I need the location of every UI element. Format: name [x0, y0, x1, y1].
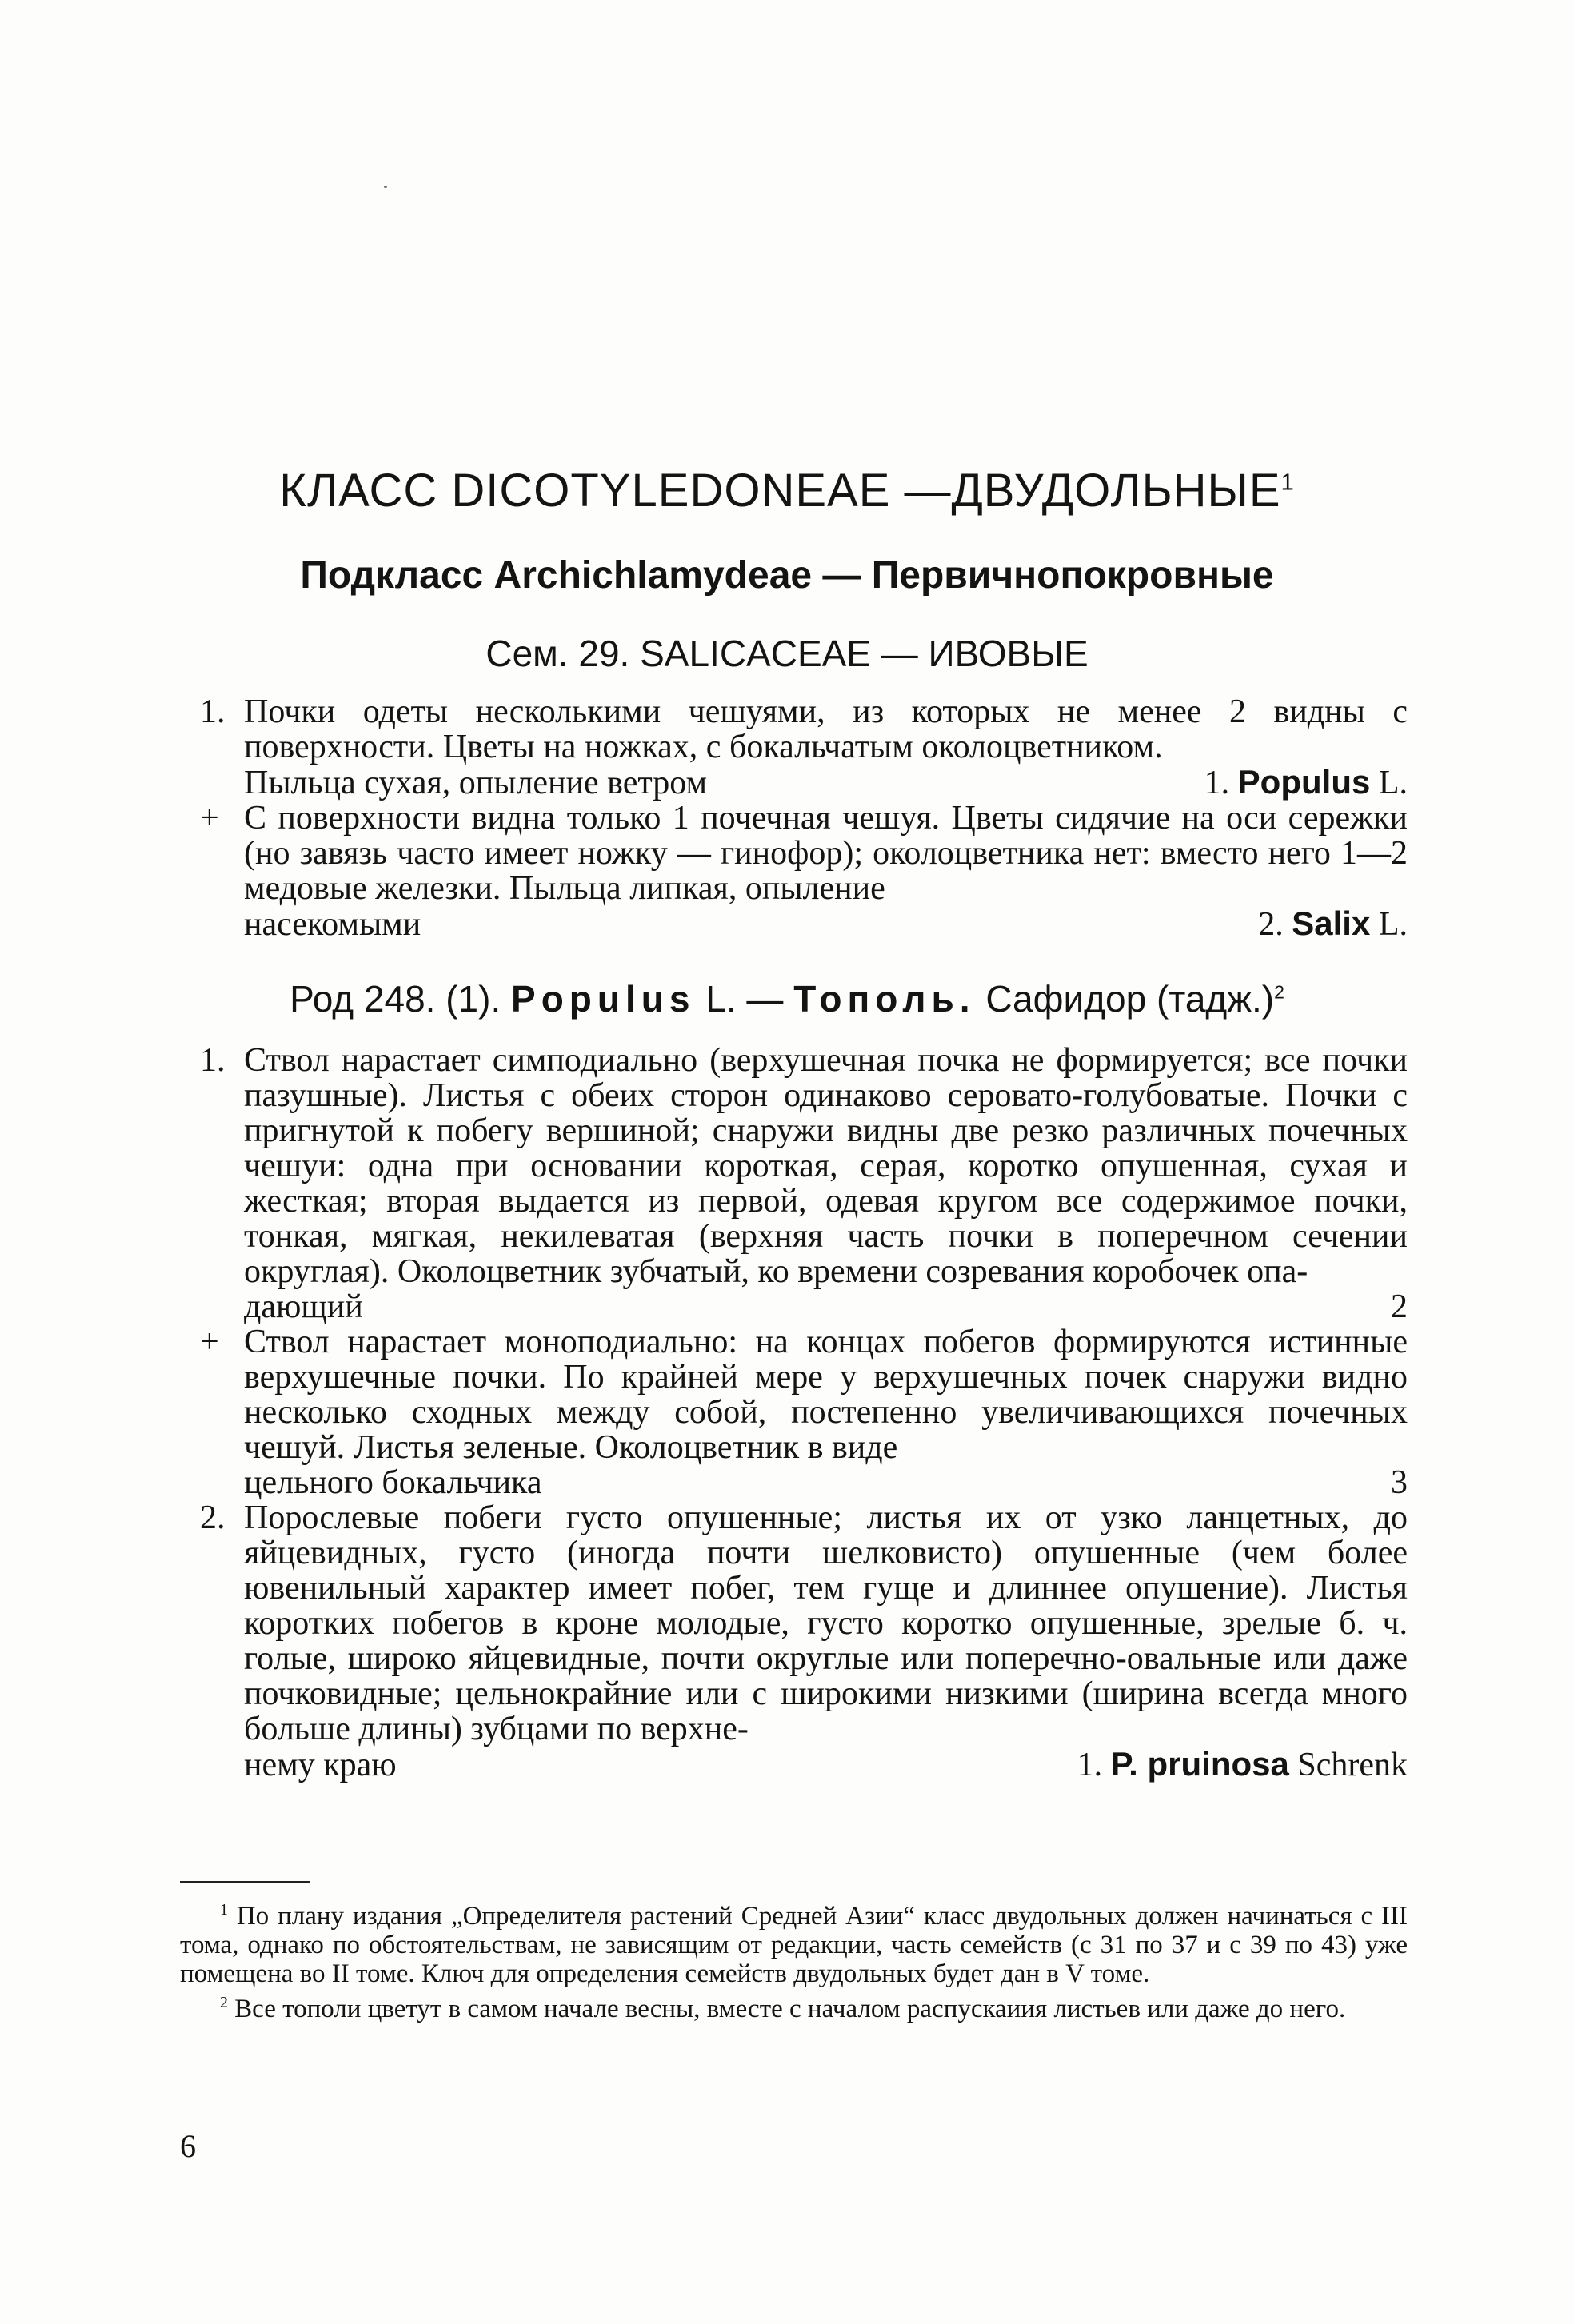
- couplet-target[interactable]: [1391, 1289, 1408, 1324]
- couplet-marker: 1.: [200, 1042, 226, 1079]
- target-number: 1.: [1204, 765, 1230, 801]
- footnote-text: По плану издания „Определителя растений Средней Азии“ класс двудольных должен начинаться с III тома, однако по обстоятельствам, не зависящим от редакции, часть семейств (с 31 по 37 и с 39 по 43) уже помещена во II томе. Ключ для определения семейств двудольных будет дан в V томе.: [180, 1902, 1408, 1988]
- couplet-target[interactable]: [1391, 1465, 1408, 1500]
- key-couplet: [200, 694, 1408, 801]
- target-number: 2.: [1258, 906, 1284, 943]
- family-heading: Сем. 29. SALICACEAE — ИВОВЫЕ: [485, 633, 1089, 674]
- target-author: L.: [1378, 765, 1408, 801]
- couplet-last-line: нему краю: [244, 1747, 397, 1783]
- couplet-text: Порослевые побеги густо опушенные; листья их от узко ланцетных, до яйцевидных, густо (иногда почти шелковисто) опушенные (чем более ювенильный характер имеет побег, тем гуще и длиннее опушение). Листья коротких побегов в кроне молодые, густо коротко опушенные, зрелые б. ч. голые, широко яйцевидные, почти округлые или поперечно-овальные или даже почковидные; цельнокрайние или с широкими низкими (ширина всегда много больше длины) зубцами по верхне-: [244, 1499, 1408, 1747]
- couplet-text: Ствол нарастает моноподиально: на концах побегов формируются истинные верхушечные почки. По крайней мере у верхушечных почек снаружи видно несколько сходных между собой, постепенно увеличивающихся почечных чешуй. Листья зеленые. Околоцветник в виде: [244, 1324, 1408, 1466]
- subclass-heading: Подкласс Archichlamydeae — Первичнопокровные: [300, 554, 1274, 597]
- couplet-end-line: [244, 1289, 1408, 1324]
- couplet-text: Почки одеты несколькими чешуями, из которых не менее 2 видны с поверхности. Цветы на ножках, с бокальчатым околоцветником.: [244, 693, 1408, 765]
- couplet-end-line: [244, 1747, 1408, 1783]
- genus-local-name: Сафидор (тадж.): [985, 978, 1275, 1020]
- genus-key: [200, 1043, 1408, 1783]
- key-couplet: [200, 1500, 1408, 1783]
- footnote: [180, 1895, 1408, 1988]
- couplet-target[interactable]: [1077, 1747, 1408, 1783]
- couplet-marker: +: [200, 1324, 219, 1360]
- family-key: [200, 694, 1408, 942]
- footnote-text: Все тополи цветут в самом начале весны, вместе с началом распускаиия листьев или даже до него.: [234, 1995, 1346, 2023]
- target-author: Schrenk: [1297, 1747, 1408, 1783]
- footnote-divider: [180, 1881, 310, 1883]
- couplet-marker: 2.: [200, 1499, 226, 1536]
- key-couplet: [200, 1324, 1408, 1500]
- page-number: 6: [180, 2128, 196, 2164]
- genus-russian: Тополь.: [793, 978, 976, 1020]
- target-name: Populus: [1237, 763, 1371, 801]
- key-couplet: [200, 1043, 1408, 1324]
- target-name: P. pruinosa: [1110, 1745, 1289, 1783]
- couplet-end-line: [244, 1465, 1408, 1500]
- key-couplet: [200, 801, 1408, 942]
- couplet-last-line: Пыльца сухая, опыление ветром: [244, 765, 708, 801]
- couplet-text: С поверхности видна только 1 почечная чешуя. Цветы сидячие на оси сережки (но завязь часто имеет ножку — гинофор); околоцветника нет: вместо него 1—2 медовые железки. Пыльца липкая, опыление: [244, 800, 1408, 907]
- genus-prefix: Род 248. (1).: [290, 978, 501, 1020]
- genus-footnote-ref[interactable]: 2: [1274, 981, 1284, 1003]
- class-heading: [0, 464, 1574, 517]
- couplet-text: Ствол нарастает симподиально (верхушечная почка не формируется; все почки пазушные). Листья с обеих сторон одинаково серовато-голубоватые. Почки с пригнутой к побегу вершиной; снаружи видны две резко различных почечных чешуи: одна при основании короткая, серая, коротко опушенная, сухая и жесткая; вторая выдается из первой, одевая кругом все содержимое почки, тонкая, мягкая, некилеватая (верхняя часть почки в поперечном сечении округлая). Околоцветник зубчатый, ко времени созревания коробочек опа-: [244, 1042, 1408, 1290]
- target-name: Salix: [1292, 904, 1371, 942]
- print-speck: [384, 186, 387, 188]
- footnote-mark: 2: [220, 1994, 228, 2011]
- target-number: 2: [1391, 1288, 1408, 1325]
- genus-author: L. —: [705, 978, 784, 1020]
- class-title-text: КЛАСС DICOTYLEDONEAE —ДВУДОЛЬНЫЕ: [279, 465, 1281, 517]
- couplet-target[interactable]: [1258, 906, 1408, 942]
- target-author: L.: [1378, 906, 1408, 943]
- class-footnote-ref[interactable]: 1: [1280, 469, 1295, 496]
- couplet-end-line: [244, 765, 1408, 801]
- target-number: 3: [1391, 1464, 1408, 1501]
- footnote-mark: 1: [220, 1901, 228, 1919]
- couplet-last-line: дающий: [244, 1288, 363, 1325]
- genus-heading: [0, 977, 1574, 1020]
- couplet-last-line: насекомыми: [244, 906, 421, 943]
- couplet-marker: +: [200, 800, 219, 837]
- couplet-last-line: цельного бокальчика: [244, 1464, 542, 1501]
- footnotes: [180, 1895, 1408, 2023]
- couplet-target[interactable]: [1204, 765, 1408, 801]
- couplet-end-line: [244, 906, 1408, 942]
- footnote: [180, 1988, 1408, 2023]
- genus-latin: Populus: [511, 978, 696, 1020]
- couplet-marker: 1.: [200, 693, 226, 730]
- target-number: 1.: [1077, 1747, 1103, 1783]
